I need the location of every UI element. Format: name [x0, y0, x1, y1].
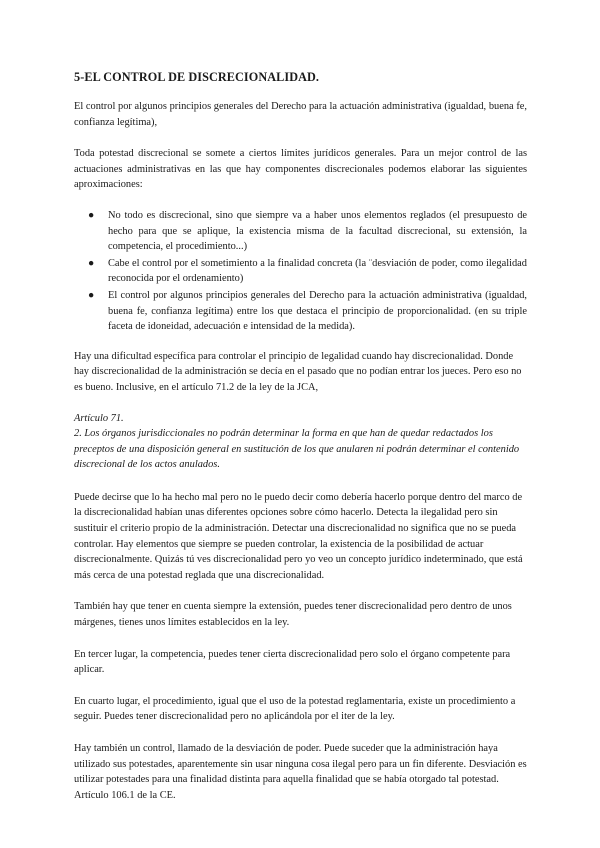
list-item-text: El control por algunos principios generales del Derecho para la actuación administrativa (igualdad, buena fe, confianza legítima) entre los que destaca el principio de proporcionalidad. (en su triple faceta de idoneidad, adecuación e intensidad de la medida). — [108, 289, 527, 333]
paragraph-competence: En tercer lugar, la competencia, puedes tener cierta discrecionalidad pero solo el órgano competente para aplicar. — [74, 648, 511, 676]
paragraph-limits: Toda potestad discrecional se somete a ciertos límites jurídicos generales. Para un mejor control de las actuaciones administrativas en las que hay componentes discrecionales podemos elaborar las siguientes aproximaciones: — [74, 148, 527, 191]
article-title: Artículo 71. — [74, 412, 124, 424]
list-item — [88, 288, 527, 335]
article-text: 2. Los órganos jurisdiccionales no podrán determinar la forma en que han de quedar redactados los preceptos de una disposición general en sustitución de los que anularen ni podrán determinar el contenido discrecional de los actos anulados. — [74, 428, 520, 471]
bullet-icon: ● — [88, 257, 95, 269]
paragraph-extension: También hay que tener en cuenta siempre la extensión, puedes tener discrecionalidad pero dentro de unos márgenes, tienes unos límites establecidos en la ley. — [74, 601, 512, 629]
list-item-text: Cabe el control por el sometimiento a la finalidad concreta (la ¨desviación de poder, como ilegalidad reconocida por el ordenamiento) — [108, 257, 527, 285]
paragraph-deviation: Hay también un control, llamado de la desviación de poder. Puede suceder que la administración haya utilizado sus potestades, aparentemente sin usar ninguna cosa ilegal pero para un fin diferente. Desviación es utilizar potestades para una finalidad distinta para aquella finalidad que se había otorgado tal potestad. Artículo 106.1 de la CE. — [74, 743, 527, 801]
document-page — [74, 70, 527, 803]
paragraph-difficulty: Hay una dificultad específica para controlar el principio de legalidad cuando hay discrecionalidad. Donde hay discrecionalidad de la administración se decía en el pasado que no podían entrar los jueces. Pero eso no es bueno. Inclusive, en el artículo 71.2 de la ley de la JCA, — [74, 350, 522, 393]
list-item-text: No todo es discrecional, sino que siempre va a haber unos elementos reglados (el presupuesto de hecho para que se aplique, la existencia misma de la facultad discrecional, su extensión, la competencia, el procedimiento...) — [108, 209, 527, 253]
paragraph-procedure: En cuarto lugar, el procedimiento, igual que el uso de la potestad reglamentaria, existe un procedimiento a seguir. Puedes tener discrecionalidad pero no aplicándola por el iter de la ley. — [74, 695, 516, 723]
list-item — [88, 208, 527, 255]
approximations-list — [74, 208, 527, 335]
section-heading: 5-EL CONTROL DE DISCRECIONALIDAD. — [74, 70, 320, 84]
paragraph-illegality: Puede decirse que lo ha hecho mal pero no le puedo decir como debería hacerlo porque dentro del marco de la discrecionalidad habían unas diferentes opciones sobre cómo hacerlo. Detecta la ilegalidad pero sin sustituir el criterio propio de la administración. Detectar una discrecionalidad no significa que no se pueda controlar. Hay elementos que siempre se pueden controlar, la existencia de la posibilidad de actuar discrecionalmente. Quizás tú ves discrecionalidad pero yo veo un concepto jurídico indeterminado, que está más cerca de una potestad reglada que una discrecionalidad. — [74, 491, 523, 581]
bullet-icon: ● — [88, 209, 95, 221]
paragraph-principles: El control por algunos principios generales del Derecho para la actuación administrativa (igualdad, buena fe, confianza legítima), — [74, 101, 527, 128]
list-item — [88, 256, 527, 287]
bullet-icon: ● — [88, 289, 95, 301]
